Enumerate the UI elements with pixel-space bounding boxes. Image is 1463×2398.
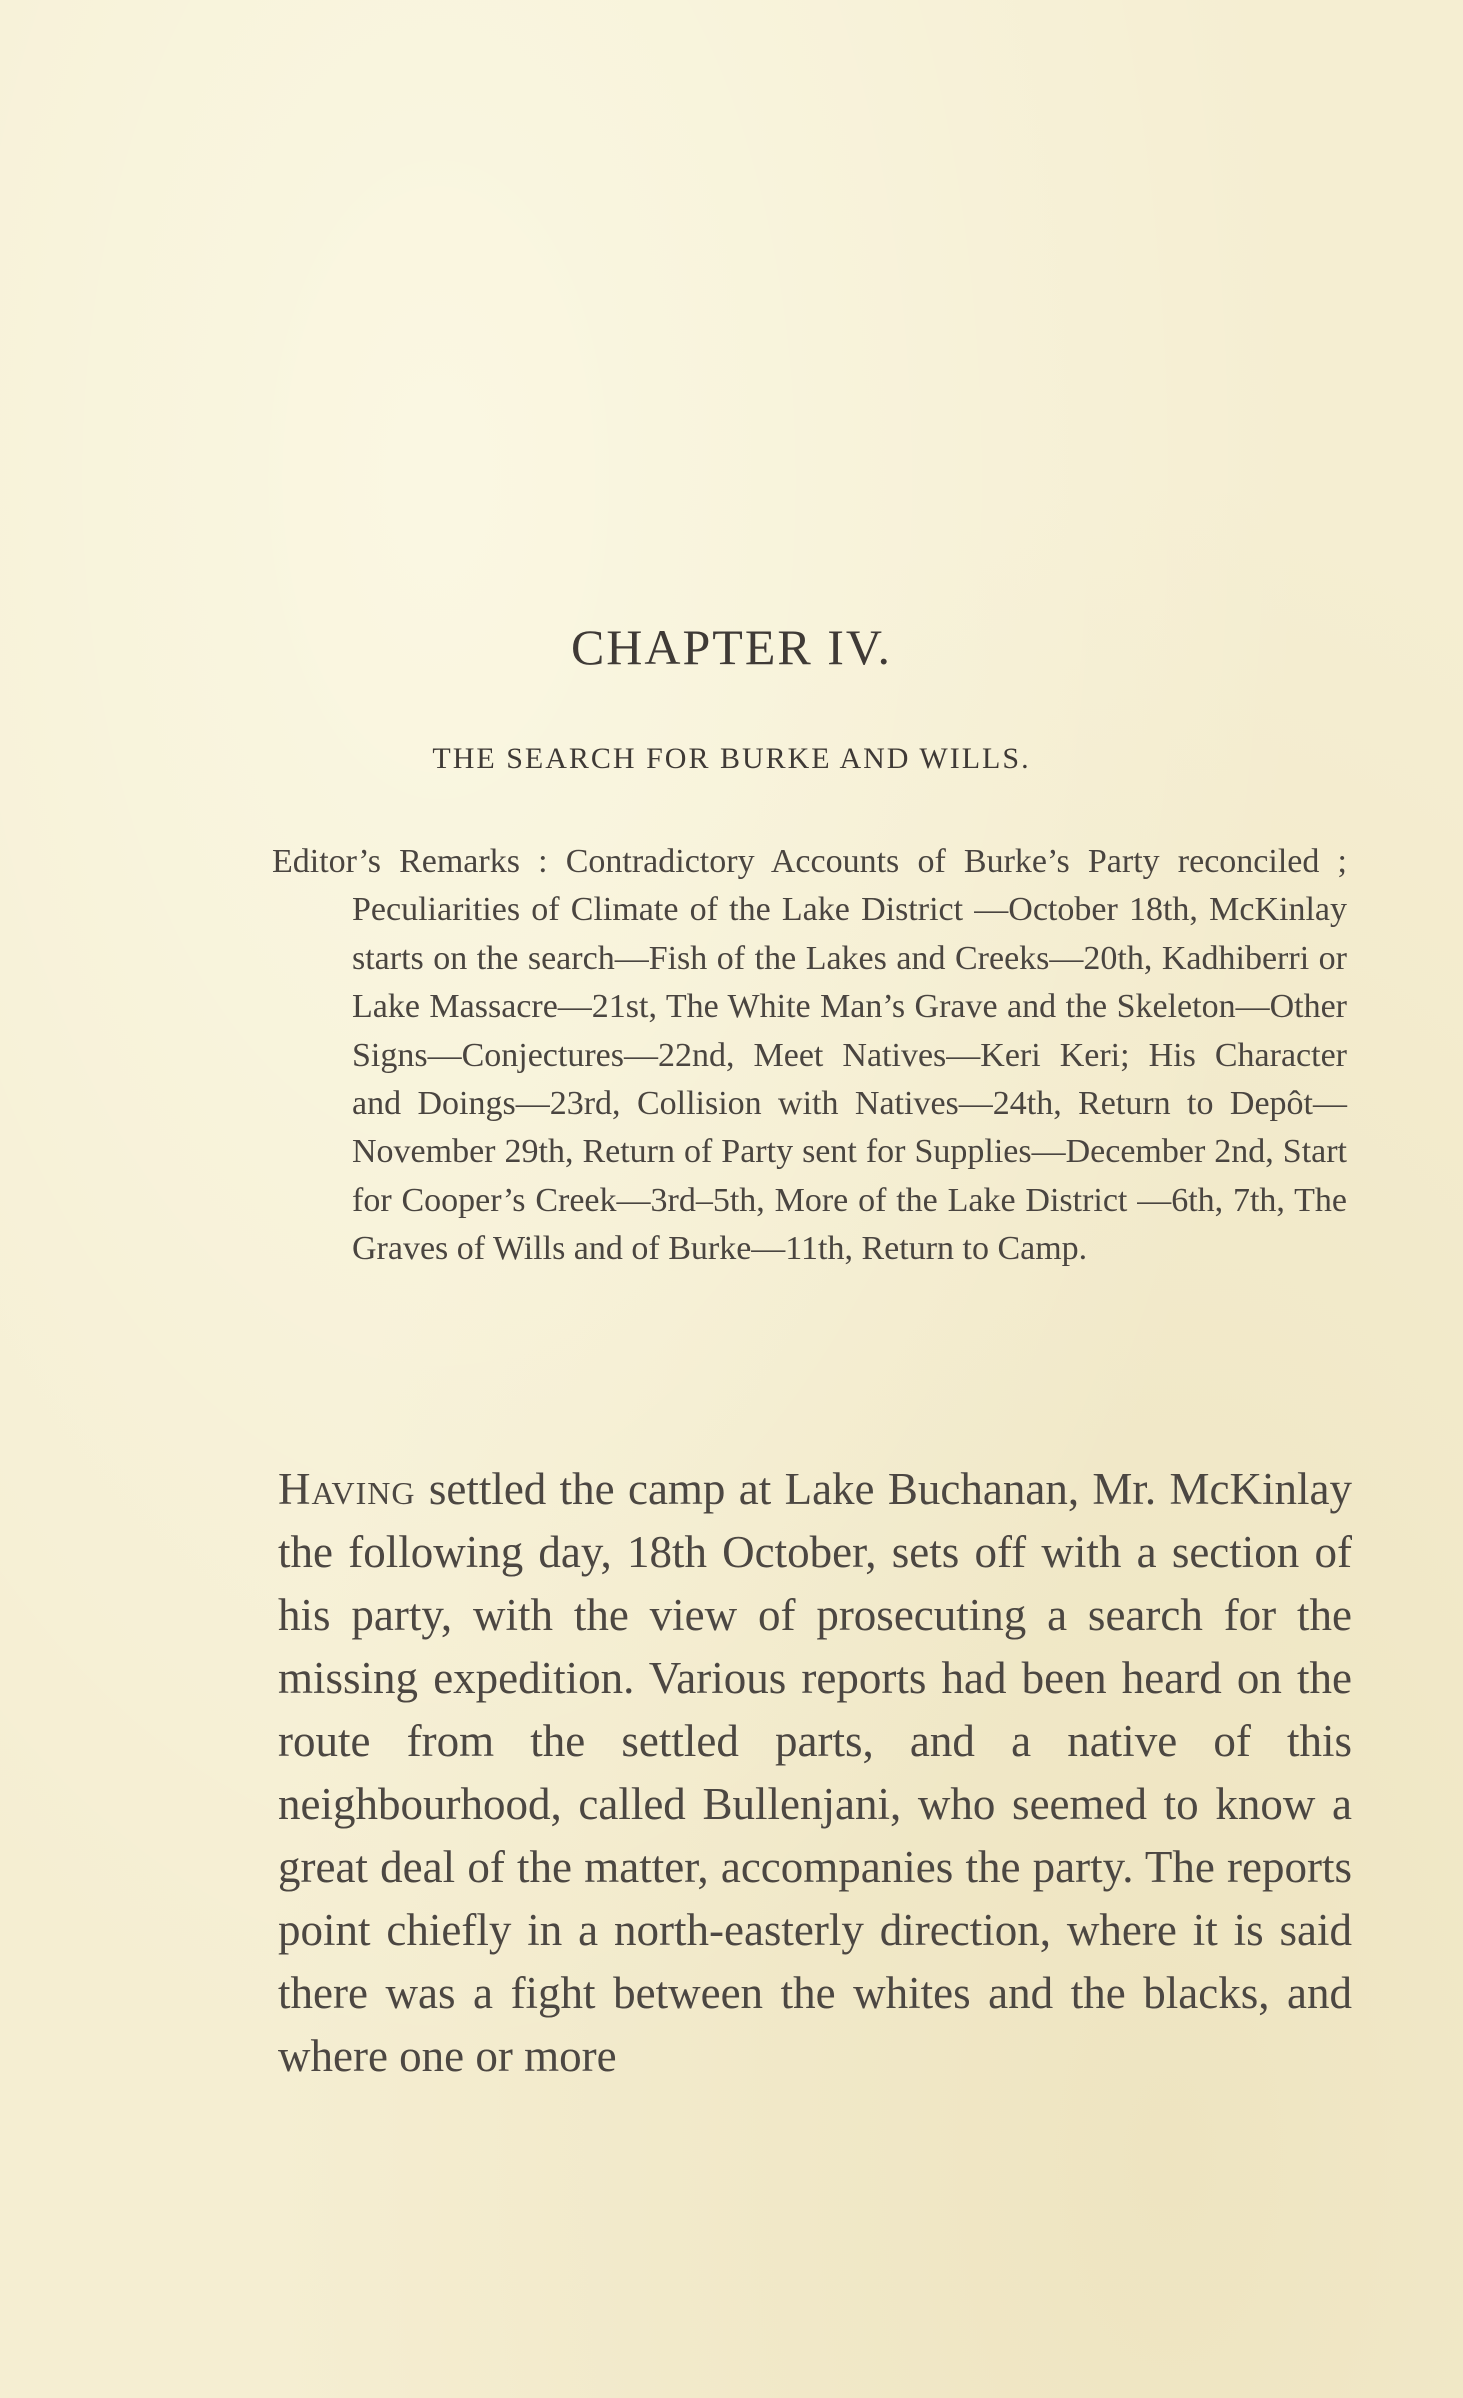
bleed-through-texture [270,150,1350,232]
chapter-summary [272,838,1347,1274]
summary-label: Editor’s Remarks : [272,843,548,880]
body-text: settled the camp at Lake Buchanan, Mr. McKinlay the following day, 18th October, sets off with a section of his party, with the view of prosecuting a search for the missing expedition. Various reports had been heard on the route from the settled parts, and a native of this neighbourhood, called Bullenjani, who seemed to know a great deal of the matter, accompanies the party. The reports point chiefly in a north-easterly direction, where it is said there was a fight between the whites and the blacks, and where one or more [278,1464,1352,2081]
summary-text: Contradictory Accounts of Burke’s Party reconciled ; Peculiarities of Climate of the Lake District —October 18th, McKinlay starts on the search—Fish of the Lakes and Creeks—20th, Kadhiberri or Lake Massacre—21st, The White Man’s Grave and the Skeleton—Other Signs—Conjectures—22nd, Meet Natives—Keri Keri; His Character and Doings—23rd, Collision with Natives—24th, Return to Depôt—November 29th, Return of Party sent for Supplies—December 2nd, Start for Cooper’s Creek—3rd–5th, More of the Lake District —6th, 7th, The Graves of Wills and of Burke—11th, Return to Camp. [352,843,1347,1268]
body-lead-word: Having [278,1464,416,1514]
chapter-title: CHAPTER IV. [570,619,893,675]
chapter-subtitle: THE SEARCH FOR BURKE AND WILLS. [432,742,1031,775]
body-paragraph [278,1458,1352,2088]
